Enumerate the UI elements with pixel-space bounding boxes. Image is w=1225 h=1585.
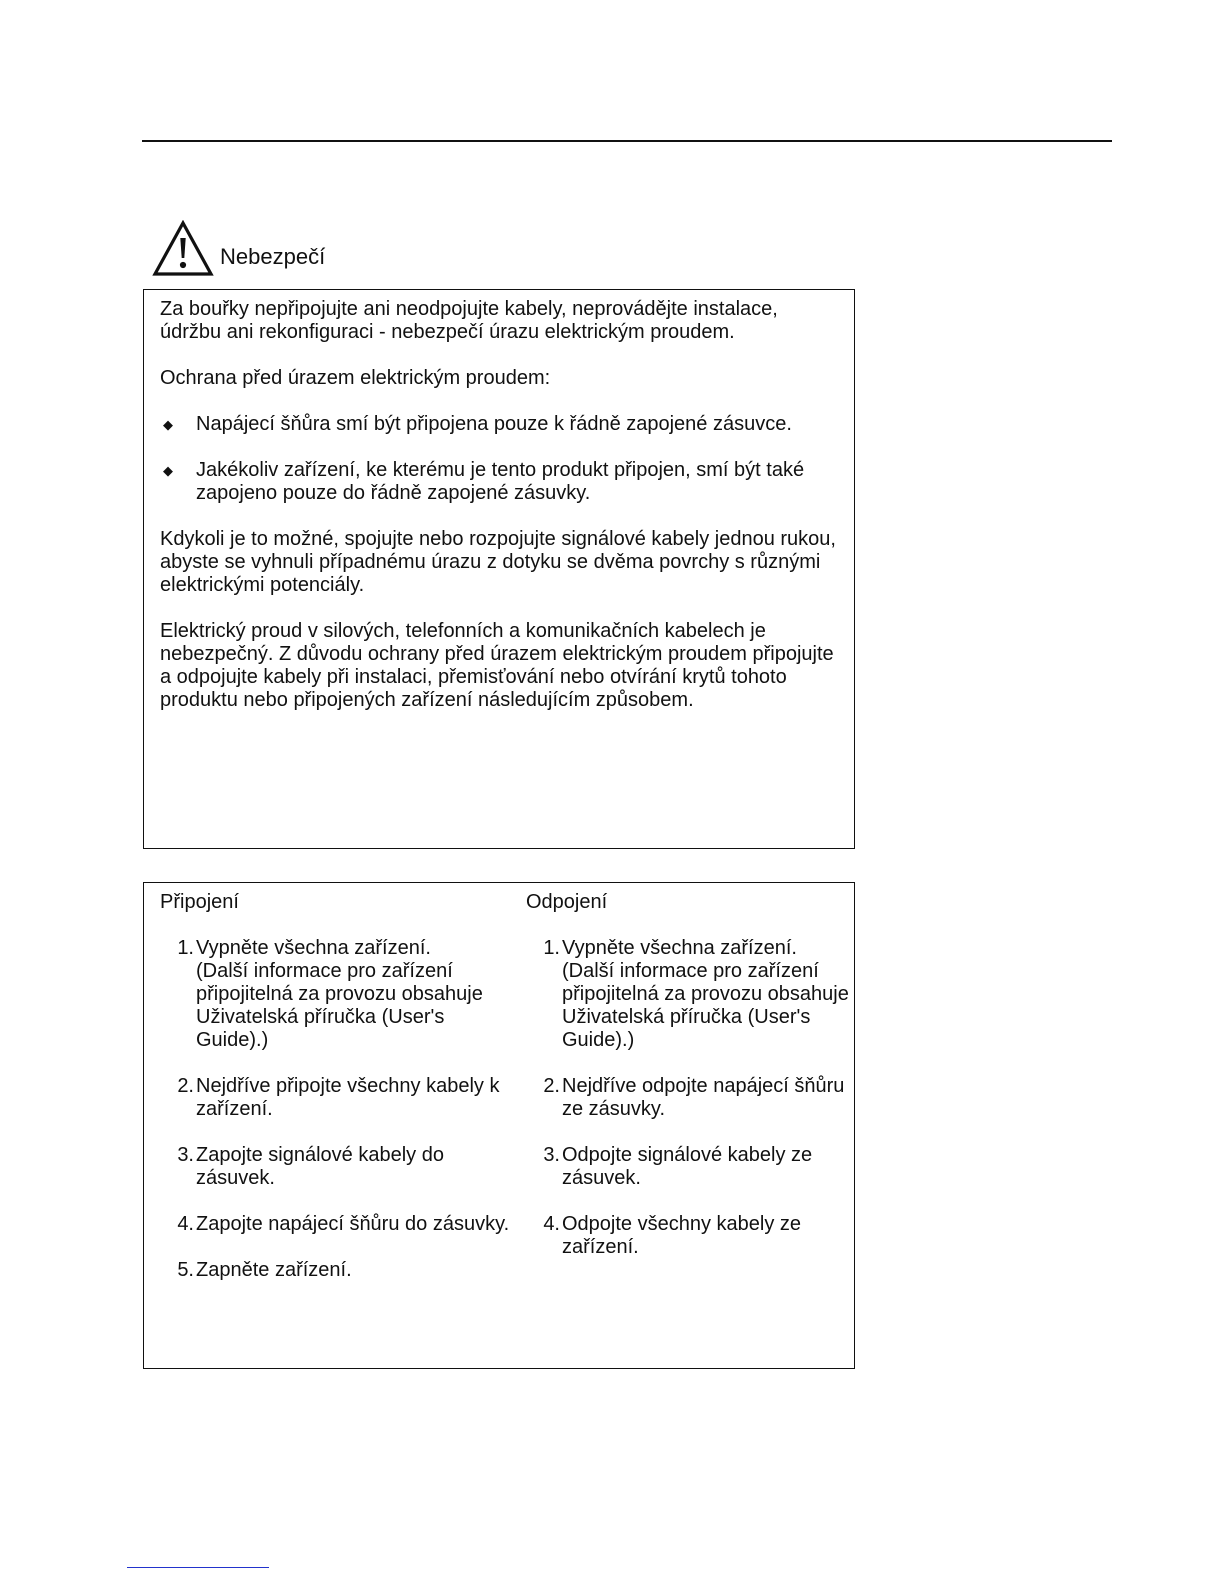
step-number: 1. — [177, 937, 194, 959]
step-number: 4. — [177, 1213, 194, 1235]
bullet-icon: ◆ — [163, 463, 173, 478]
bullet-text: Jakékoliv zařízení, ke kterému je tento produkt připojen, smí být také zapojeno pouze do řádně zapojené zásuvky. — [196, 459, 805, 504]
list-item — [160, 413, 842, 436]
connect-column — [160, 891, 510, 1282]
warning-triangle-icon — [152, 220, 214, 276]
step-text: Odpojte všechny kabely ze zařízení. — [562, 1213, 802, 1258]
danger-title: Nebezpečí — [220, 244, 326, 269]
connect-step — [160, 937, 510, 1052]
danger-heading — [152, 218, 325, 276]
connect-heading: Připojení — [160, 891, 239, 913]
list-item — [160, 459, 842, 505]
disconnect-heading: Odpojení — [526, 891, 608, 913]
step-number: 5. — [177, 1259, 194, 1281]
step-number: 4. — [543, 1213, 560, 1235]
disconnect-steps — [526, 937, 856, 1259]
step-text: Nejdříve připojte všechny kabely k zařízení. — [196, 1075, 500, 1120]
connect-step — [160, 1259, 510, 1282]
disconnect-step — [526, 1144, 856, 1190]
connect-step — [160, 1144, 510, 1190]
connect-steps — [160, 937, 510, 1282]
protection-list — [160, 413, 842, 505]
disconnect-step — [526, 1075, 856, 1121]
step-text: Vypněte všechna zařízení. (Další informace pro zařízení připojitelná za provozu obsahuje Uživatelská příručka (User's Guide).) — [562, 937, 849, 1051]
connect-step — [160, 1075, 510, 1121]
footer-link-underline[interactable] — [127, 1567, 269, 1568]
connect-step — [160, 1213, 510, 1236]
step-text: Nejdříve odpojte napájecí šňůru ze zásuvky. — [562, 1075, 845, 1120]
electric-current-paragraph: Elektrický proud v silových, telefonních a komunikačních kabelech je nebezpečný. Z důvodu ochrany před úrazem elektrickým proudem připojujte a odpojujte kabely při instalaci, přemisťování nebo otvírání krytů tohoto produktu nebo připojených zařízení následujícím způsobem. — [160, 620, 834, 711]
step-number: 2. — [543, 1075, 560, 1097]
bullet-text: Napájecí šňůra smí být připojena pouze k řádně zapojené zásuvce. — [196, 413, 792, 435]
disconnect-step — [526, 1213, 856, 1259]
step-number: 3. — [177, 1144, 194, 1166]
danger-intro-text: Za bouřky nepřipojujte ani neodpojujte kabely, neprovádějte instalace, údržbu ani rekonfiguraci - nebezpečí úrazu elektrickým proudem. — [160, 298, 778, 343]
step-text: Zapojte napájecí šňůru do zásuvky. — [196, 1213, 510, 1235]
step-number: 2. — [177, 1075, 194, 1097]
step-text: Vypněte všechna zařízení. (Další informace pro zařízení připojitelná za provozu obsahuje Uživatelská příručka (User's Guide).) — [196, 937, 483, 1051]
step-text: Odpojte signálové kabely ze zásuvek. — [562, 1144, 813, 1189]
step-text: Zapněte zařízení. — [196, 1259, 352, 1281]
disconnect-column — [526, 891, 856, 1259]
header-rule — [142, 140, 1112, 142]
step-text: Zapojte signálové kabely do zásuvek. — [196, 1144, 444, 1189]
disconnect-step — [526, 937, 856, 1052]
step-number: 1. — [543, 937, 560, 959]
protection-heading: Ochrana před úrazem elektrickým proudem: — [160, 367, 551, 389]
procedure-box — [143, 882, 855, 1369]
signal-cable-paragraph: Kdykoli je to možné, spojujte nebo rozpojujte signálové kabely jednou rukou, abyste se vyhnuli případnému úrazu z dotyku se dvěma povrchy s různými elektrickými potenciály. — [160, 528, 836, 596]
danger-notice-box — [143, 289, 855, 849]
step-number: 3. — [543, 1144, 560, 1166]
bullet-icon: ◆ — [163, 417, 173, 432]
